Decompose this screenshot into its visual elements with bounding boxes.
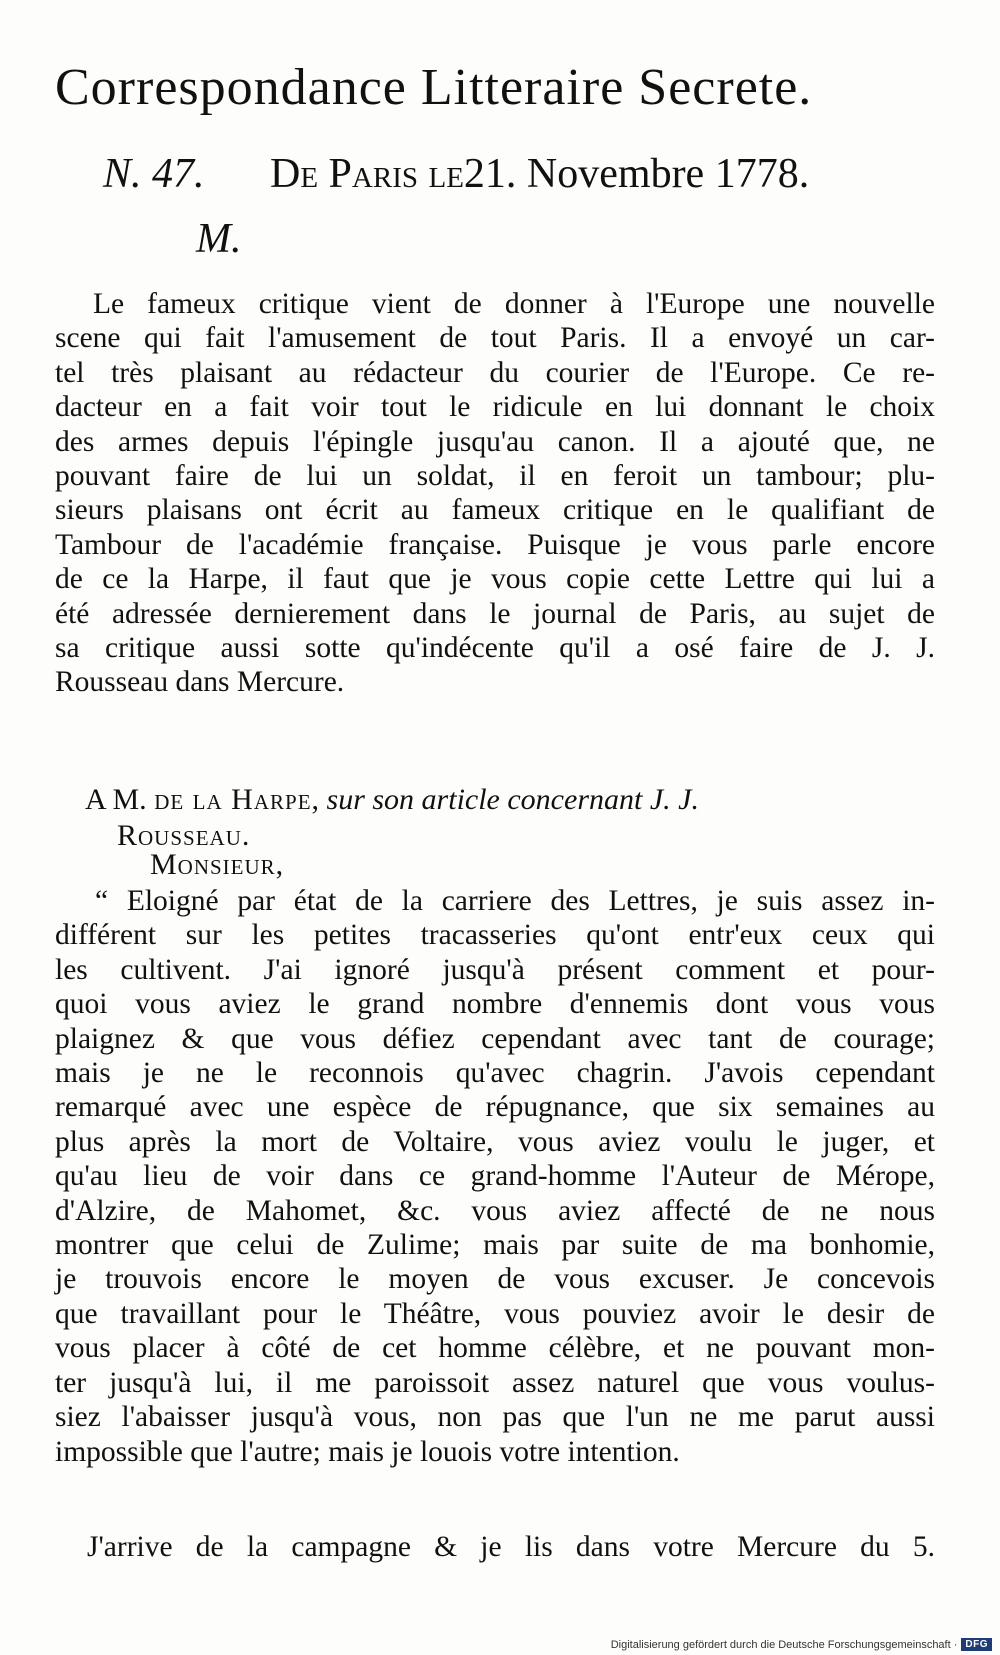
text-line: ter jusqu'à lui, il me paroissoit assez naturel que vous voulus- (55, 1366, 935, 1399)
text-line: différent sur les petites tracasseries qu'ont entr'eux ceux qui (55, 919, 935, 952)
text-line: “ Eloigné par état de la carriere des Lettres, je suis assez in- (95, 885, 935, 917)
text-line: quoi vous aviez le grand nombre d'ennemis dont vous vous (55, 988, 935, 1021)
page-title: Correspondance Litteraire Secrete. (55, 59, 813, 116)
text-line: les cultivent. J'ai ignoré jusqu'à présent comment et pour- (55, 953, 935, 986)
text-line: je trouvois encore le moyen de vous excuser. Je concevois (55, 1263, 935, 1296)
text-line: impossible que l'autre; mais je louois votre intention. (55, 1435, 680, 1468)
text-line: dacteur en a fait voir tout le ridicule en lui donnant le choix (55, 391, 935, 424)
letter-salutation: Monsieur, (150, 848, 285, 881)
text-line: tel très plaisant au rédacteur du courier de l'Europe. Ce re- (55, 356, 935, 389)
dateline-place: De Paris le (270, 151, 464, 197)
text-line: Tambour de l'académie française. Puisque je vous parle encore (55, 528, 935, 561)
letter-heading: A M. de la Harpe, sur son article concernant J. J. Rousseau. (85, 783, 699, 852)
paragraph-2 (55, 884, 935, 1469)
text-line: des armes depuis l'épingle jusqu'au canon. Il a ajouté que, ne (55, 425, 935, 458)
text-line: que travaillant pour le Théâtre, vous pouviez avoir le desir de (55, 1297, 935, 1330)
dateline (103, 150, 923, 198)
text-line: sieurs plaisans ont écrit au fameux critique en le qualifiant de (55, 494, 935, 527)
paragraph-1 (55, 287, 935, 700)
heading-prefix: A M. (85, 783, 147, 816)
heading-subject: sur son article concernant J. J. (326, 783, 699, 816)
text-line: pouvant faire de lui un soldat, il en feroit un tambour; plu- (55, 460, 935, 493)
text-line: mais je ne le reconnois qu'avec chagrin. J'avois cependant (55, 1057, 935, 1090)
text-line: vous placer à côté de cet homme célèbre, et ne pouvant mon- (55, 1332, 935, 1365)
salutation: M. (196, 216, 242, 262)
text-line: plus après la mort de Voltaire, vous aviez voulu le juger, et (55, 1125, 935, 1158)
text-line: remarqué avec une espèce de répugnance, que six semaines au (55, 1091, 935, 1124)
text-line: d'Alzire, de Mahomet, &c. vous aviez affecté de ne nous (55, 1194, 935, 1227)
dfg-logo: DFG (961, 1638, 992, 1651)
text-line: Le fameux critique vient de donner à l'Europe une nouvelle (93, 288, 935, 320)
text-line: de ce la Harpe, il faut que je vous copie cette Lettre qui lui a (55, 563, 935, 596)
text-line: siez l'abaisser jusqu'à vous, non pas que l'un ne me parut aussi (55, 1401, 935, 1434)
digitization-footer (611, 1638, 992, 1651)
footer-text: Digitalisierung gefördert durch die Deutsche Forschungsgemeinschaft · (610, 1638, 958, 1651)
text-line: montrer que celui de Zulime; mais par suite de ma bonhomie, (55, 1229, 935, 1262)
paragraph-3 (55, 1530, 935, 1564)
text-line: sa critique aussi sotte qu'indécente qu'il a osé faire de J. J. (55, 632, 935, 665)
heading-subject-cont: Rousseau. (117, 819, 251, 852)
issue-number: N. 47. (103, 151, 205, 197)
text-line: J'arrive de la campagne & je lis dans votre Mercure du 5. (87, 1531, 935, 1563)
text-line: qu'au lieu de voir dans ce grand-homme l'Auteur de Mérope, (55, 1160, 935, 1193)
text-line: plaignez & que vous défiez cependant avec tant de courage; (55, 1022, 935, 1055)
text-line: scene qui fait l'amusement de tout Paris. Il a envoyé un car- (55, 322, 935, 355)
dateline-date: 21. Novembre 1778. (463, 151, 810, 197)
text-line: Rousseau dans Mercure. (55, 666, 345, 699)
heading-name: de la Harpe (154, 783, 312, 816)
text-line: été adressée dernierement dans le journal de Paris, au sujet de (55, 597, 935, 630)
